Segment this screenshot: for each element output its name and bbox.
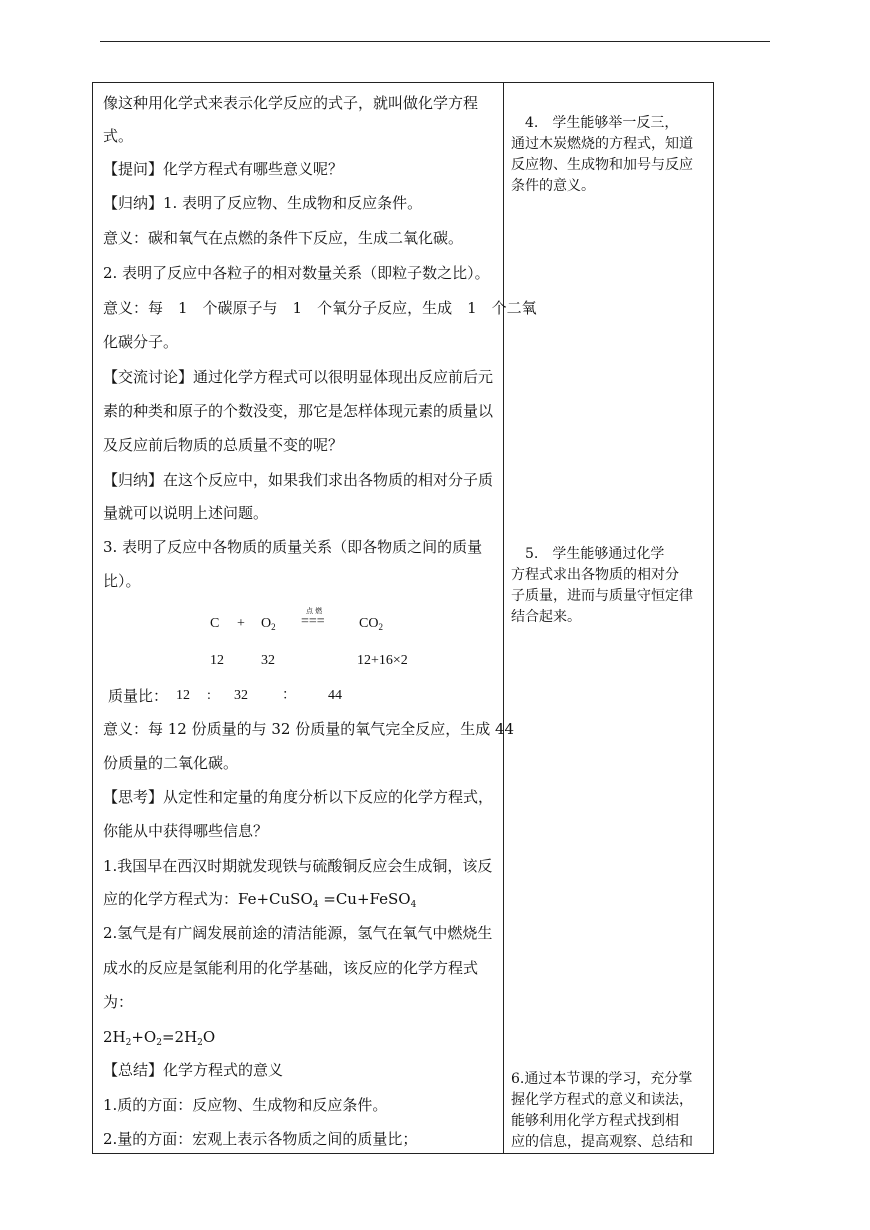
content-line: 为：	[103, 993, 134, 1011]
content-line: 像这种用化学式来表示化学反应的式子，就叫做化学方程	[103, 94, 479, 112]
content-line: 【总结】化学方程式的意义	[103, 1061, 284, 1079]
content-line: 成水的反应是氢能利用的化学基础，该反应的化学方程式	[103, 959, 479, 977]
goal-line: 应的信息，提高观察、总结和	[511, 1134, 693, 1150]
content-line: 2.氢气是有广阔发展前途的清洁能源，氢气在氧气中燃烧生	[103, 924, 493, 942]
equation-product-co2: $CO_2$	[359, 616, 383, 632]
content-line: 化碳分子。	[103, 333, 179, 351]
ratio-co2: 44	[328, 688, 342, 703]
equation-reactant-c: C	[210, 616, 220, 631]
content-line: 意义：碳和氧气在点燃的条件下反应，生成二氧化碳。	[103, 229, 464, 247]
content-line: 2. 表明了反应中各粒子的相对数量关系（即粒子数之比）。	[103, 264, 490, 282]
content-line: 3. 表明了反应中各物质的质量关系（即各物质之间的质量	[103, 538, 483, 556]
equation-arrow: ===	[301, 614, 325, 629]
goal-line: 6.通过本节课的学习，充分掌	[511, 1071, 693, 1087]
goal-line: 反应物、生成物和加号与反应	[511, 157, 693, 173]
goal-line: 条件的意义。	[511, 178, 595, 194]
content-line: 份质量的二氧化碳。	[103, 754, 239, 772]
goal-line: 通过木炭燃烧的方程式，知道	[511, 136, 693, 152]
content-line: 【思考】从定性和定量的角度分析以下反应的化学方程式，	[103, 788, 494, 806]
goal-line: 5. 学生能够通过化学	[511, 546, 665, 562]
content-line: 比）。	[103, 572, 141, 590]
goal-line: 子质量，进而与质量守恒定律	[511, 588, 693, 604]
equation-plus: +	[237, 616, 245, 631]
ratio-colon: ：	[282, 688, 296, 703]
mass-ratio-label: 质量比：	[108, 687, 169, 705]
lesson-table	[92, 82, 714, 1154]
goal-line: 结合起来。	[511, 609, 581, 625]
fe-equation-line: 应的化学方程式为：Fe+CuSO$_4$ =Cu+FeSO$_4$	[103, 890, 417, 910]
ratio-o2: 32	[234, 688, 248, 703]
mass-co2: 12+16×2	[357, 653, 408, 668]
goal-line: 握化学方程式的意义和读法，	[511, 1092, 693, 1108]
content-line: 【归纳】1. 表明了反应物、生成物和反应条件。	[103, 194, 423, 212]
equation-condition: 点 燃	[306, 607, 323, 615]
content-line: 量就可以说明上述问题。	[103, 504, 269, 522]
content-line: 【提问】化学方程式有哪些意义呢？	[103, 160, 344, 178]
content-line: 【归纳】在这个反应中，如果我们求出各物质的相对分子质	[103, 471, 494, 489]
content-line: 你能从中获得哪些信息？	[103, 822, 269, 840]
equation-reactant-o2: $O_2$	[261, 616, 276, 632]
content-line: 素的种类和原子的个数没变，那它是怎样体现元素的质量以	[103, 402, 494, 420]
ratio-colon: :	[207, 688, 211, 703]
h2-equation-line: $2H_2+O_2=2H_2O$	[103, 1028, 216, 1048]
content-line: 2.量的方面：宏观上表示各物质之间的质量比；	[103, 1130, 418, 1148]
content-line: 及反应前后物质的总质量不变的呢？	[103, 436, 344, 454]
mass-o2: 32	[261, 653, 275, 668]
content-line: 1.质的方面：反应物、生成物和反应条件。	[103, 1096, 388, 1114]
mass-c: 12	[210, 653, 224, 668]
content-line: 式。	[103, 127, 134, 145]
header-rule	[100, 41, 770, 42]
content-line: 1.我国早在西汉时期就发现铁与硫酸铜反应会生成铜，该反	[103, 857, 493, 875]
ratio-c: 12	[176, 688, 190, 703]
content-line: 意义：每 1 个碳原子与 1 个氧分子反应，生成 1 个二氧	[103, 299, 537, 317]
goal-line: 方程式求出各物质的相对分	[511, 567, 679, 583]
goal-line: 能够利用化学方程式找到相	[511, 1113, 679, 1129]
content-line: 【交流讨论】通过化学方程式可以很明显体现出反应前后元	[103, 368, 494, 386]
goal-line: 4. 学生能够举一反三，	[511, 115, 679, 131]
content-line: 意义：每 12 份质量的与 32 份质量的氧气完全反应，生成 44	[103, 720, 515, 738]
column-divider	[503, 83, 504, 1153]
